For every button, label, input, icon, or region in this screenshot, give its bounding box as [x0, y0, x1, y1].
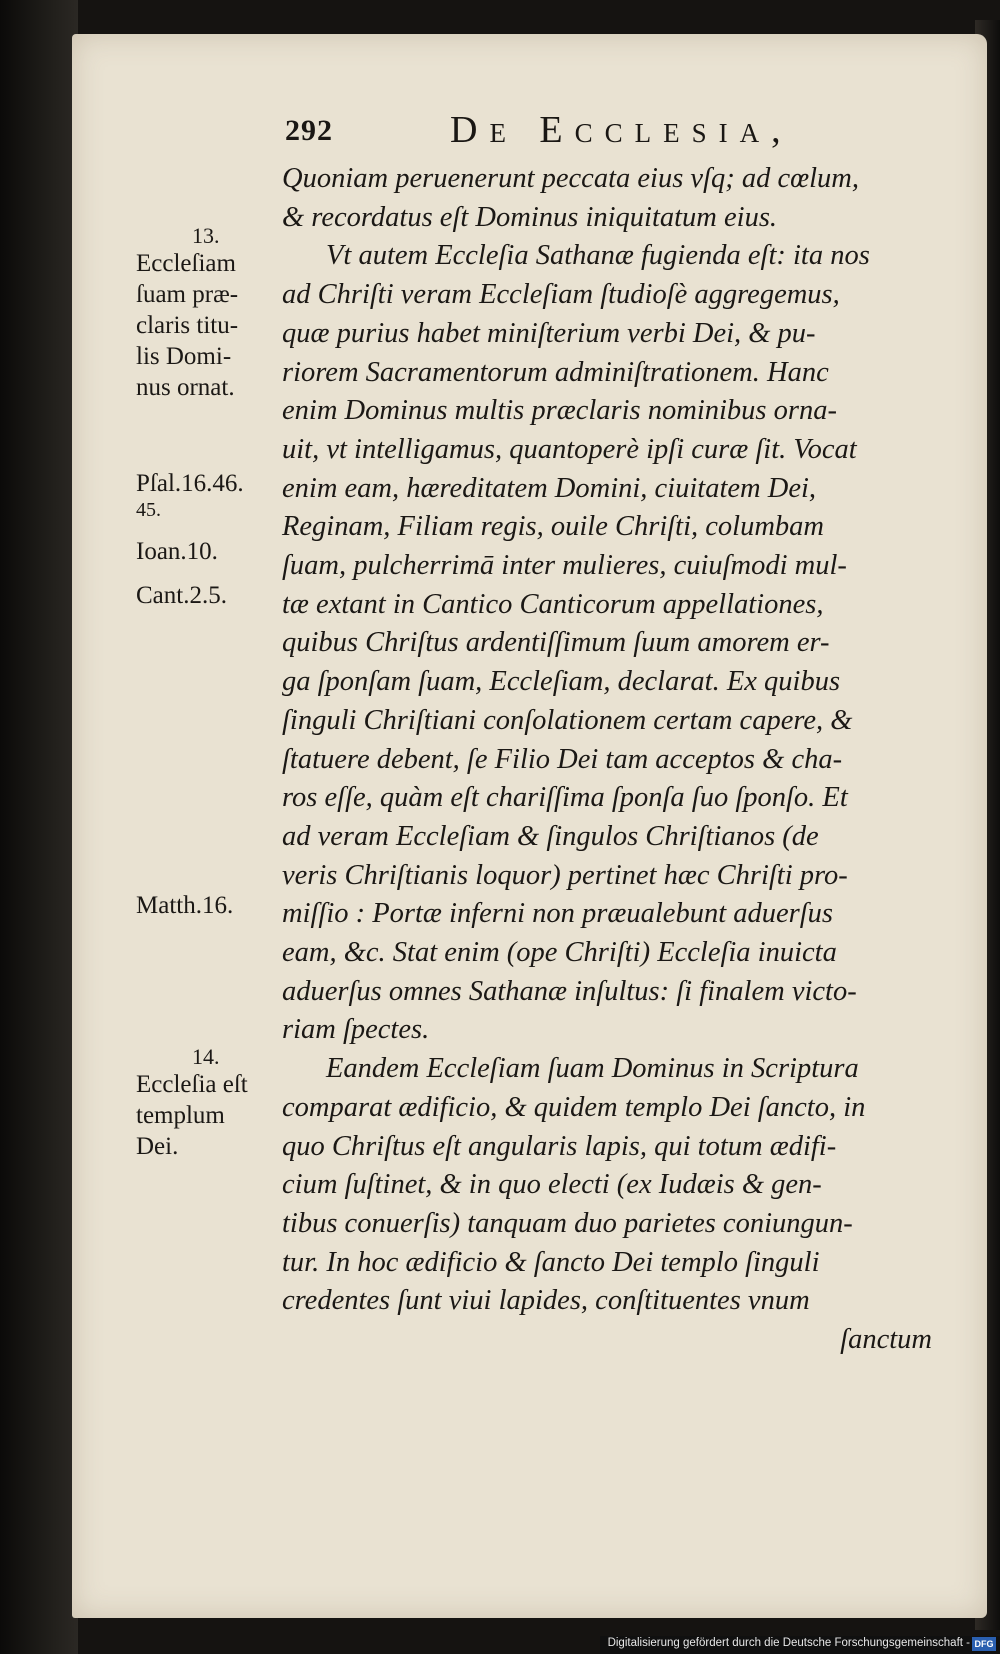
margin-ref-line: 45. — [136, 499, 161, 521]
margin-ref-line: Matth.16. — [136, 892, 234, 919]
margin-note-line: lis Domi- — [136, 343, 232, 370]
margin-note-line: templum — [136, 1102, 225, 1129]
running-head — [285, 108, 905, 158]
text-line: credentes ſunt viui lapides, conſtituentes vnum — [282, 1285, 810, 1317]
text-line: enim Dominus multis præclaris nominibus orna- — [282, 395, 837, 427]
text-line: riam ſpectes. — [282, 1014, 430, 1046]
dfg-logo-icon: DFG — [972, 1637, 996, 1651]
margin-note-line: Dei. — [136, 1133, 179, 1160]
text-line: tur. In hoc ædificio & ſancto Dei templo ſinguli — [282, 1246, 820, 1278]
digitization-credit: Digitalisierung gefördert durch die Deutsche Forschungsgemeinschaft - — [607, 1637, 970, 1649]
text-line: quæ purius habet miniſterium verbi Dei, & pu- — [282, 317, 816, 349]
text-line: aduerſus omnes Sathanæ inſultus: ſi finalem victo- — [282, 975, 857, 1007]
margin-ref-ioan — [136, 536, 286, 567]
text-line: tibus conuerſis) tanquam duo parietes coniungun- — [282, 1207, 853, 1239]
margin-note-line: Eccleſiam — [136, 250, 236, 277]
text-line: Eandem Eccleſiam ſuam Dominus in Scriptura — [326, 1053, 859, 1085]
margin-note-14 — [136, 1045, 286, 1162]
margin-note-line: nus ornat. — [136, 374, 235, 401]
text-line: miſſio : Portæ inferni non præualebunt aduerſus — [282, 898, 834, 930]
text-line: ſtatuere debent, ſe Filio Dei tam acceptos & cha- — [282, 743, 843, 775]
page-title: De Ecclesia, — [450, 109, 793, 151]
text-line: Quoniam peruenerunt peccata eius vſq; ad cœlum, — [282, 163, 859, 194]
text-line: riorem Sacramentorum adminiſtrationem. Hanc — [282, 356, 829, 388]
text-line: tæ extant in Cantico Canticorum appellationes, — [282, 588, 824, 620]
margin-note-13 — [136, 224, 286, 403]
margin-note-number: 13. — [192, 223, 220, 248]
text-line: eam, &c. Stat enim (ope Chriſti) Eccleſia inuicta — [282, 937, 837, 969]
text-line: & recordatus eſt Dominus iniquitatum eius. — [282, 201, 778, 233]
text-line: ſinguli Chriſtiani conſolationem certam capere, & — [282, 704, 853, 736]
margin-note-line: ſuam præ- — [136, 281, 239, 308]
main-text-block — [282, 160, 932, 1360]
text-line: veris Chriſtianis loquor) pertinet hæc Chriſti pro- — [282, 859, 848, 891]
margin-ref-matth — [136, 890, 286, 921]
text-line: ad Chriſti veram Eccleſiam ſtudioſè aggregemus, — [282, 279, 840, 311]
margin-ref-line: Pſal.16.46. — [136, 470, 244, 497]
text-line: comparat ædificio, & quidem templo Dei ſancto, in — [282, 1091, 866, 1123]
margin-ref-line: Cant.2.5. — [136, 582, 227, 609]
text-line: ga ſponſam ſuam, Eccleſiam, declarat. Ex quibus — [282, 666, 841, 698]
margin-note-number: 14. — [192, 1044, 220, 1069]
text-line: Vt autem Eccleſia Sathanæ fugienda eſt: ita nos — [326, 240, 870, 272]
text-line: ſuam, pulcherrimā inter mulieres, cuiuſmodi mul- — [282, 550, 847, 582]
margin-ref-psalms — [136, 468, 286, 521]
text-line: quo Chriſtus eſt angularis lapis, qui totum ædifi- — [282, 1130, 837, 1162]
catchword: ſanctum — [840, 1324, 932, 1356]
text-line: enim eam, hæreditatem Domini, ciuitatem Dei, — [282, 472, 817, 504]
book-gutter-shadow — [0, 0, 78, 1654]
text-line: Reginam, Filiam regis, ouile Chriſti, columbam — [282, 511, 824, 543]
margin-note-line: Eccleſia eſt — [136, 1071, 248, 1098]
text-line: ad veram Eccleſiam & ſingulos Chriſtianos (de — [282, 820, 819, 852]
text-line: ros eſſe, quàm eſt chariſſima ſponſa ſuo ſponſo. Et — [282, 782, 848, 814]
page-number: 292 — [285, 114, 333, 147]
margin-ref-line: Ioan.10. — [136, 538, 218, 565]
text-line: uit, vt intelligamus, quantoperè ipſi curæ ſit. Vocat — [282, 433, 857, 465]
margin-note-line: claris titu- — [136, 312, 239, 339]
text-line: cium ſuſtinet, & in quo electi (ex Iudæis & gen- — [282, 1169, 822, 1201]
margin-ref-cant — [136, 580, 286, 611]
text-line: quibus Chriſtus ardentiſſimum ſuum amorem er- — [282, 627, 830, 659]
